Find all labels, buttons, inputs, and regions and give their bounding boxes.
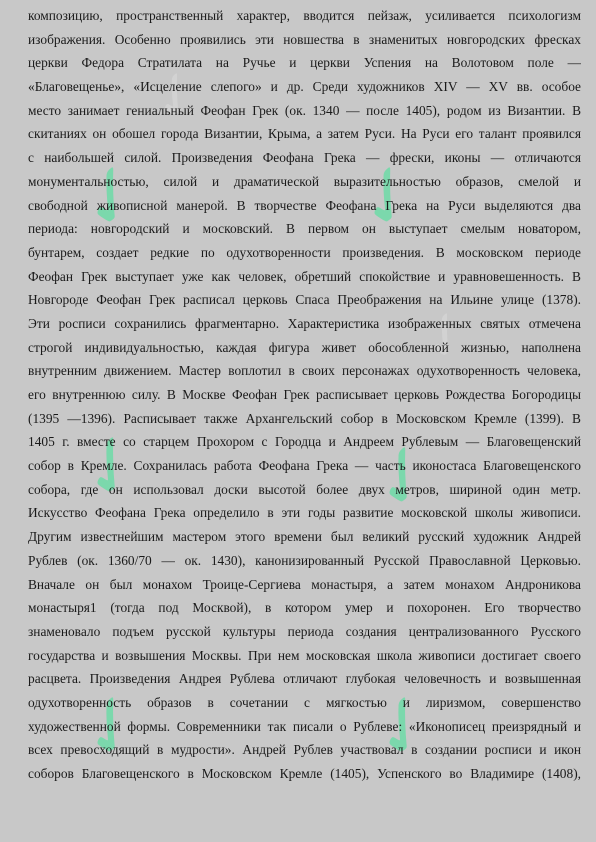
watermark-check-middle-right: ✓	[349, 419, 459, 532]
text-line: изображения. Особенно проявились эти новшества в знаменитых новгородских фресках	[28, 31, 581, 47]
watermark-check-bottom-left: ✓	[57, 669, 167, 782]
text-line: строгой индивидуальностью, каждая фигура живет обособленной жизнью, наполнена	[28, 339, 581, 355]
text-line: монументальностью, силой и драматической выразительностью образов, смелой и	[28, 173, 581, 189]
watermark-check-middle-left: ✓	[57, 409, 167, 522]
watermark-right-faint: ✓	[404, 291, 489, 378]
text-line: монастыря1 (тогда под Москвой), в котором умер и похоронен. Его творчество	[28, 600, 581, 616]
text-line: 1405 г. вместе со старцем Прохором с Городца и Андреем Рублевым — Благовещенский	[28, 434, 581, 450]
text-line: место занимает гениальный Феофан Грек (ок. 1340 — после 1405), родом из Византии. В	[28, 102, 581, 118]
watermark-check-bottom-right: ✓	[349, 669, 459, 782]
text-line: периода: новгородский и московский. В первом он выступает смелым новатором,	[28, 221, 581, 237]
watermark-check-top-left: ✓	[57, 139, 167, 252]
text-line: с наибольшей силой. Произведения Феофана Грека — фрески, иконы — отличаются	[28, 150, 581, 166]
text-line: Феофан Грек выступает уже как человек, обретший спокойствие и уравновешенность. В	[28, 268, 581, 284]
text-line: Эти росписи сохранились фрагментарно. Характеристика изображенных святых отмечена	[28, 315, 581, 331]
text-line: «Благовещенье», «Исцеление слепого» и др. Среди художников XIV — XV вв. особое	[28, 79, 581, 95]
text-line: церкви Федора Стратилата на Ручье и церкви Успения на Волотовом поле —	[28, 55, 581, 71]
text-line: художественной формы. Современники так писали о Рублеве: «Иконописец преизрядный и	[28, 718, 581, 734]
text-line: одухотворенность образов в сочетании с мягкостью и лиризмом, совершенство	[28, 694, 581, 710]
text-line: бунтарем, создает редкие по одухотворенности произведения. В московском периоде	[28, 244, 581, 260]
text-line: государства и возвышения Москвы. При нем московская школа живописи достигает своего	[28, 647, 581, 663]
text-line: Рублев (ок. 1360/70 — ок. 1430), канонизированный Русской Православной Церковью.	[28, 552, 581, 568]
text-line: внутренним движением. Мастер воплотил в своих персонажах одухотворенность человека,	[28, 363, 581, 379]
text-line: скитаниях он обошел города Византии, Крыма, а затем Руси. На Руси его талант проявился	[28, 126, 581, 142]
text-line: свободной живописной манерой. В творчестве Феофана Грека на Руси выделяются два	[28, 197, 581, 213]
text-line: собора, где он использовал доски высотой более двух метров, шириной один метр.	[28, 481, 581, 497]
text-line: расцвета. Произведения Андрея Рублева отличают глубокая человечность и возвышенная	[28, 671, 581, 687]
text-line: его внутреннюю силу. В Москве Феофан Грек расписывает церковь Рождества Богородицы	[28, 387, 581, 402]
text-line: композицию, пространственный характер, вводится пейзаж, усиливается психологизм	[28, 8, 581, 23]
text-line: Другим известнейшим мастером этого времени был великий русский художник Андрей	[28, 529, 581, 545]
text-line: собор в Кремле. Сохранилась работа Феофана Грека — часть иконостаса Благовещенского	[28, 458, 581, 474]
text-line: Новгороде Феофан Грек расписал церковь Спаса Преображения на Ильине улице (1378).	[28, 292, 581, 308]
text-line: всех превосходящий в мудрости». Андрей Рублев участвовал в создании росписи и икон	[28, 742, 581, 758]
text-line: Вначале он был монахом Троице-Сергиева монастыря, а затем монахом Андроникова	[28, 576, 581, 592]
text-line: знаменовало подъем русской культуры периода создания централизованного Русского	[28, 623, 581, 639]
text-line: соборов Благовещенского в Московском Кремле (1405), Успенского во Владимире (1408),	[28, 766, 581, 781]
watermark-check-top-right: ✓	[334, 139, 444, 252]
text-line: Искусство Феофана Грека определило в эти годы развитие московской школы живописи.	[28, 505, 581, 521]
watermark-left-faint: ✓	[134, 51, 219, 138]
text-line: (1395 —1396). Расписывает также Архангельский собор в Московском Кремле (1399). В	[28, 410, 581, 426]
document-body-text	[28, 4, 581, 786]
